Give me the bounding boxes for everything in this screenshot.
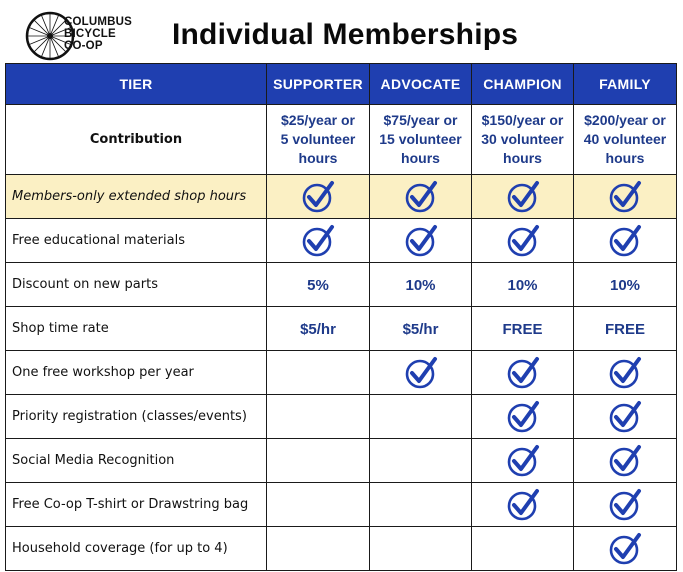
feature-label: Priority registration (classes/events) xyxy=(6,395,267,439)
tier-cell xyxy=(574,527,677,571)
tier-cell xyxy=(267,263,370,307)
tier-cell xyxy=(472,527,574,571)
logo-wordmark xyxy=(64,16,132,52)
tier-cell xyxy=(267,351,370,395)
tier-cell xyxy=(267,219,370,263)
table-row xyxy=(6,439,677,483)
feature-label: Discount on new parts xyxy=(6,263,267,307)
tier-cell xyxy=(472,483,574,527)
tier-cell xyxy=(267,439,370,483)
checkmark-icon xyxy=(608,356,642,390)
tier-value: 10% xyxy=(609,277,641,294)
contribution-line: hours xyxy=(503,150,542,166)
contribution-value xyxy=(370,105,472,175)
tier-cell xyxy=(370,263,472,307)
tier-cell xyxy=(370,175,472,219)
checkmark-icon xyxy=(608,400,642,434)
feature-label: Free Co-op T-shirt or Drawstring bag xyxy=(6,483,267,527)
tier-cell xyxy=(574,175,677,219)
tier-cell xyxy=(574,483,677,527)
contribution-line: 15 volunteer xyxy=(379,131,462,147)
tier-cell xyxy=(472,395,574,439)
logo-line-3: CO-OP xyxy=(64,40,103,52)
contribution-value xyxy=(472,105,574,175)
contribution-label: Contribution xyxy=(6,105,267,175)
contribution-row xyxy=(6,105,677,175)
contribution-line: $75/year or xyxy=(383,112,458,128)
checkmark-icon xyxy=(608,444,642,478)
tier-cell xyxy=(370,307,472,351)
header-row xyxy=(6,64,677,105)
contribution-line: $200/year or xyxy=(584,112,666,128)
page-title: Individual Memberships xyxy=(172,18,519,51)
tier-value: 10% xyxy=(405,277,436,294)
tier-cell xyxy=(370,483,472,527)
tier-cell xyxy=(370,219,472,263)
table-row xyxy=(6,219,677,263)
tier-value: FREE xyxy=(604,321,645,338)
contribution-line: hours xyxy=(605,150,645,166)
contribution-line: 5 volunteer xyxy=(280,131,356,147)
contribution-line: $150/year or xyxy=(481,112,564,128)
contribution-line: $25/year or xyxy=(281,112,355,128)
checkmark-icon xyxy=(506,356,540,390)
feature-label: Members-only extended shop hours xyxy=(6,175,267,219)
tier-cell xyxy=(267,483,370,527)
tier-cell xyxy=(574,351,677,395)
checkmark-icon xyxy=(301,224,335,258)
tier-cell xyxy=(574,307,677,351)
feature-label: Social Media Recognition xyxy=(6,439,267,483)
tier-cell xyxy=(472,263,574,307)
tier-cell xyxy=(574,439,677,483)
tier-cell xyxy=(370,439,472,483)
membership-table xyxy=(5,63,677,571)
contribution-line: hours xyxy=(298,150,338,166)
header-advocate: ADVOCATE xyxy=(370,64,472,105)
checkmark-icon xyxy=(301,180,335,214)
checkmark-icon xyxy=(404,356,438,390)
coop-logo xyxy=(24,10,164,62)
logo-line-2: BICYCLE xyxy=(64,28,116,40)
checkmark-icon xyxy=(608,180,642,214)
tier-cell xyxy=(472,219,574,263)
table-row xyxy=(6,351,677,395)
tier-value: $5/hr xyxy=(300,321,336,338)
feature-label: Shop time rate xyxy=(6,307,267,351)
header-supporter: SUPPORTER xyxy=(267,64,370,105)
tier-cell xyxy=(370,395,472,439)
tier-cell xyxy=(267,307,370,351)
tier-cell xyxy=(472,351,574,395)
contribution-line: 30 volunteer xyxy=(481,131,564,147)
tier-value: 5% xyxy=(307,277,329,294)
tier-cell xyxy=(574,263,677,307)
table-row xyxy=(6,263,677,307)
feature-label: One free workshop per year xyxy=(6,351,267,395)
contribution-line: 40 volunteer xyxy=(583,131,667,147)
tier-value: $5/hr xyxy=(402,321,439,338)
header-champion: CHAMPION xyxy=(472,64,574,105)
tier-cell xyxy=(574,395,677,439)
checkmark-icon xyxy=(404,224,438,258)
logo-line-1: COLUMBUS xyxy=(64,16,133,28)
feature-label: Free educational materials xyxy=(6,219,267,263)
checkmark-icon xyxy=(506,444,540,478)
tier-cell xyxy=(267,175,370,219)
feature-label: Household coverage (for up to 4) xyxy=(6,527,267,571)
tier-cell xyxy=(472,307,574,351)
checkmark-icon xyxy=(506,224,540,258)
table-row xyxy=(6,307,677,351)
checkmark-icon xyxy=(608,532,642,566)
checkmark-icon xyxy=(506,488,540,522)
header-family: FAMILY xyxy=(574,64,677,105)
tier-cell xyxy=(267,527,370,571)
tier-cell xyxy=(370,527,472,571)
tier-cell xyxy=(267,395,370,439)
checkmark-icon xyxy=(506,400,540,434)
tier-value: FREE xyxy=(502,321,543,338)
header-tier: TIER xyxy=(6,64,267,105)
table-row xyxy=(6,175,677,219)
tier-cell xyxy=(472,439,574,483)
contribution-line: hours xyxy=(401,150,440,166)
checkmark-icon xyxy=(506,180,540,214)
contribution-value xyxy=(574,105,677,175)
checkmark-icon xyxy=(608,488,642,522)
table-row xyxy=(6,527,677,571)
checkmark-icon xyxy=(608,224,642,258)
contribution-value xyxy=(267,105,370,175)
table-row xyxy=(6,395,677,439)
tier-cell xyxy=(472,175,574,219)
table-row xyxy=(6,483,677,527)
tier-value: 10% xyxy=(507,277,538,294)
checkmark-icon xyxy=(404,180,438,214)
tier-cell xyxy=(370,351,472,395)
tier-cell xyxy=(574,219,677,263)
